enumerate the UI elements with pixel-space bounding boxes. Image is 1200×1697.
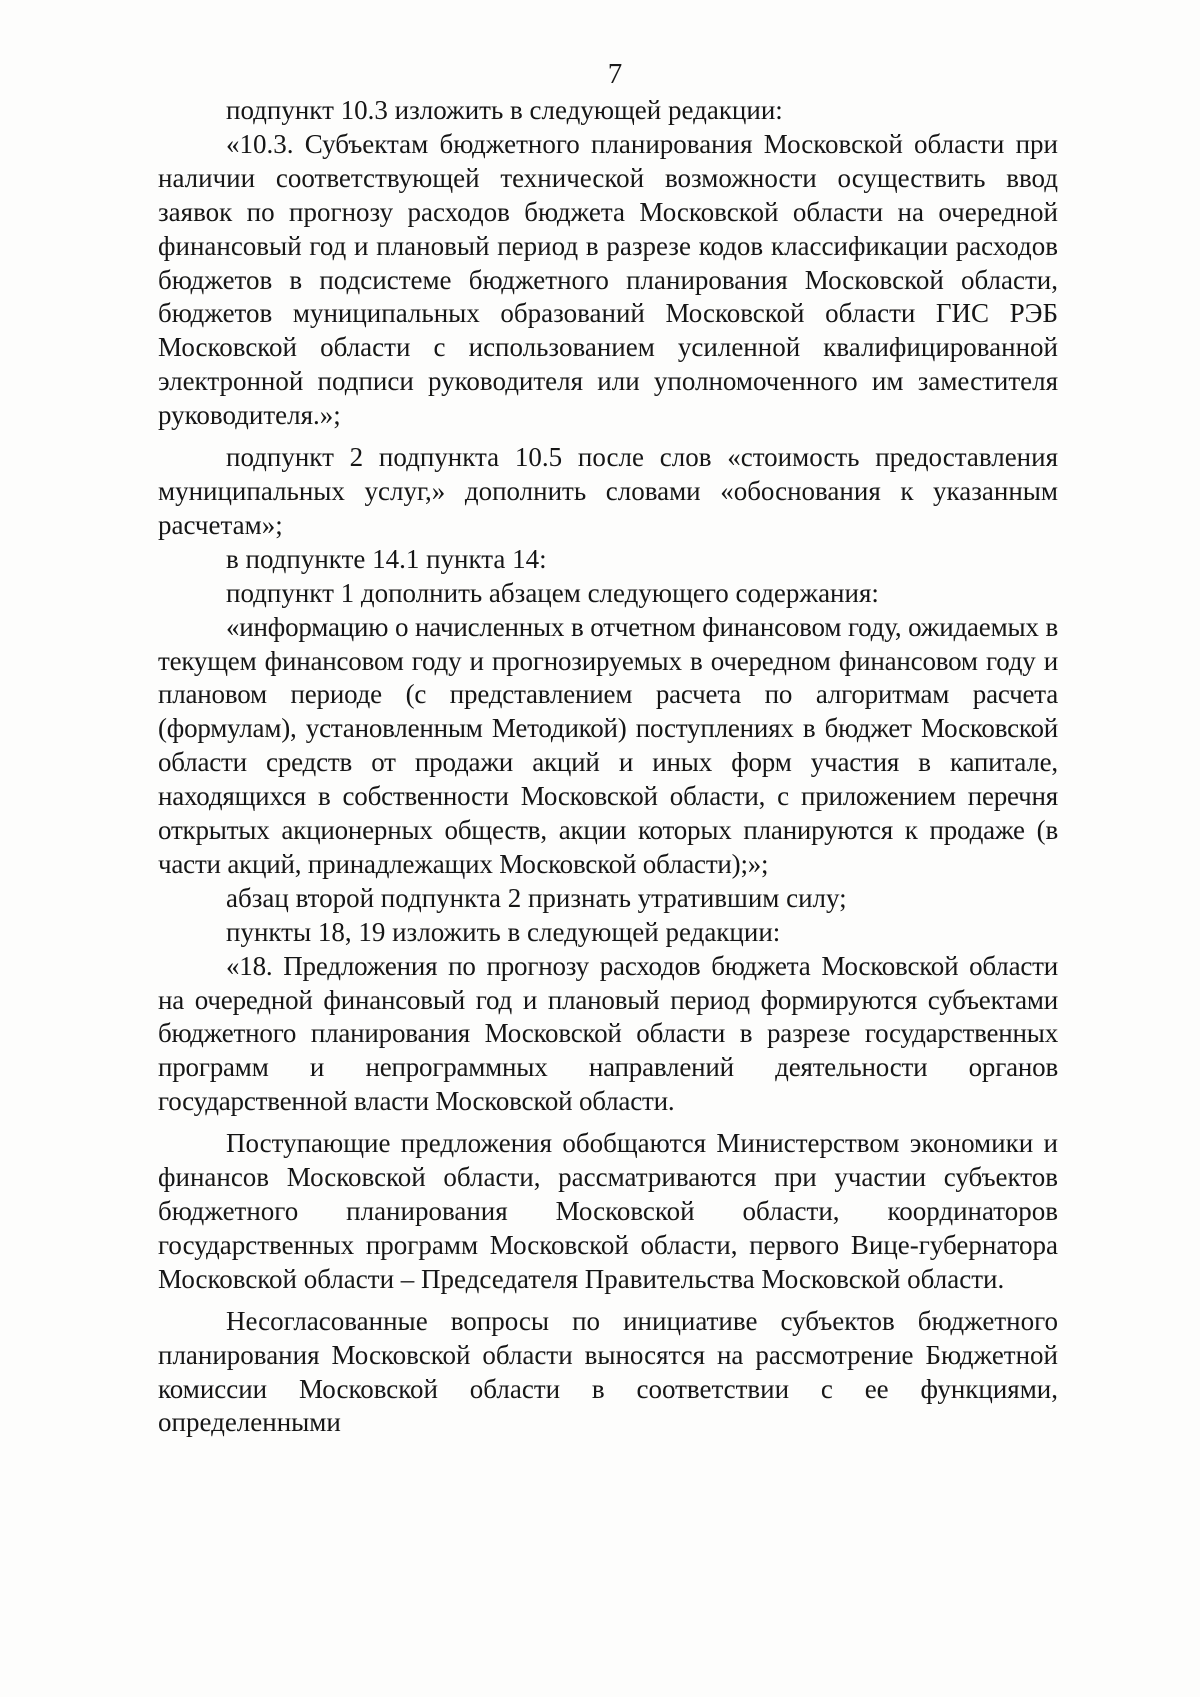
paragraph: «10.3. Субъектам бюджетного планирования Московской области при наличии соответствующей технической возможности осуществить ввод заявок по прогнозу расходов бюджета Московской области на очередной финансовый год и плановый период в разрезе кодов классификации расходов бюджетов в подсистеме бюджетного планирования Московской области, бюджетов муниципальных образований Московской области ГИС РЭБ Московской области с использованием усиленной квалифицированной электронной подписи руководителя или уполномоченного им заместителя руководителя.»; bbox=[158, 128, 1058, 431]
paragraph: Несогласованные вопросы по инициативе субъектов бюджетного планирования Московской области выносятся на рассмотрение Бюджетной комиссии Московской области в соответствии с ее функциями, определенными bbox=[158, 1305, 1058, 1438]
page-number: 7 bbox=[607, 58, 623, 90]
paragraph: подпункт 2 подпункта 10.5 после слов «стоимость предоставления муниципальных услуг,» дополнить словами «обоснования к указанным расчетам»; bbox=[158, 442, 1058, 540]
paragraph: «18. Предложения по прогнозу расходов бюджета Московской области на очередной финансовый год и плановый период формируются субъектами бюджетного планирования Московской области в разрезе государственных программ и непрограммных направлений деятельности органов государственной власти Московской области. bbox=[158, 950, 1058, 1117]
paragraph: «информацию о начисленных в отчетном финансовом году, ожидаемых в текущем финансовом году и прогнозируемых в очередном финансовом году и плановом периоде (с представлением расчета по алгоритмам расчета (формулам), установленным Методикой) поступлениях в бюджет Московской области средств от продажи акций и иных форм участия в капитале, находящихся в собственности Московской области, с приложением перечня открытых акционерных обществ, акции которых планируются к продаже (в части акций, принадлежащих Московской области);»; bbox=[158, 611, 1058, 879]
paragraph: пункты 18, 19 изложить в следующей редакции: bbox=[226, 916, 781, 947]
paragraph: Поступающие предложения обобщаются Министерством экономики и финансов Московской области, рассматриваются при участии субъектов бюджетного планирования Московской области, координаторов государственных программ Московской области, первого Вице-губернатора Московской области – Председателя Правительства Московской области. bbox=[158, 1128, 1058, 1294]
paragraph: абзац второй подпункта 2 признать утратившим силу; bbox=[226, 882, 847, 913]
paragraph: подпункт 10.3 изложить в следующей редакции: bbox=[226, 95, 783, 125]
document-body bbox=[158, 94, 1058, 1440]
paragraph: в подпункте 14.1 пункта 14: bbox=[226, 543, 547, 574]
paragraph: подпункт 1 дополнить абзацем следующего содержания: bbox=[226, 577, 879, 608]
